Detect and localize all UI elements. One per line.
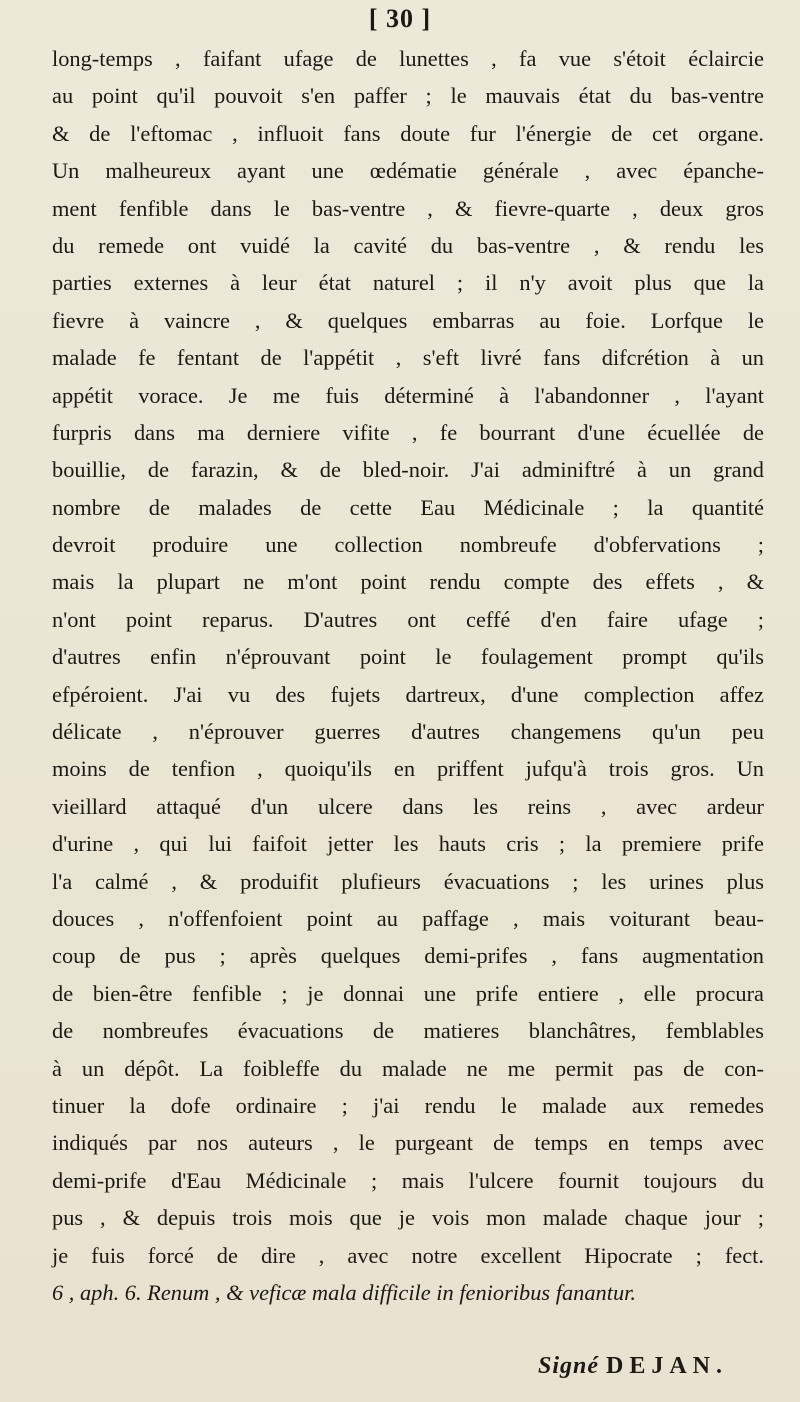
signature-label: Signé (537, 1353, 599, 1379)
text-line: Un malheureux ayant une œdématie générale , avec épanche- (52, 158, 764, 184)
text-line: d'autres enfin n'éprouvant point le foulagement prompt qu'ils (52, 644, 764, 670)
text-line: du remede ont vuidé la cavité du bas-ventre , & rendu les (52, 232, 764, 258)
text-line: devroit produire une collection nombreufe d'obfervations ; (52, 532, 764, 558)
text-line: demi-prife d'Eau Médicinale ; mais l'ulcere fournit toujours du (52, 1167, 764, 1193)
body-text (52, 40, 764, 1311)
text-line: & de l'eftomac , influoit fans doute fur l'énergie de cet organe. (52, 120, 764, 146)
text-line: moins de tenfion , quoiqu'ils en priffent jufqu'à trois gros. Un (52, 756, 764, 782)
text-line: fievre à vaincre , & quelques embarras au foie. Lorfque le (52, 307, 764, 333)
text-line: nombre de malades de cette Eau Médicinale ; la quantité (52, 494, 764, 520)
text-line: efpéroient. J'ai vu des fujets dartreux, d'une complection affez (52, 681, 764, 707)
text-line: de bien-être fenfible ; je donnai une prife entiere , elle procura (52, 980, 764, 1006)
text-line: à un dépôt. La foibleffe du malade ne me permit pas de con- (52, 1055, 764, 1081)
text-line: bouillie, de farazin, & de bled-noir. J'ai adminiftré à un grand (52, 457, 764, 483)
text-line: de nombreufes évacuations de matieres blanchâtres, femblables (52, 1018, 764, 1044)
text-line: ment fenfible dans le bas-ventre , & fievre-quarte , deux gros (52, 195, 764, 221)
text-line: long-temps , faifant ufage de lunettes , fa vue s'étoit éclaircie (52, 46, 764, 71)
text-line: je fuis forcé de dire , avec notre excellent Hipocrate ; fect. (52, 1242, 764, 1268)
text-line-latin-quote: 6 , aph. 6. Renum , & veficæ mala difficile in fenioribus fanantur. (52, 1279, 636, 1305)
text-line: au point qu'il pouvoit s'en paffer ; le mauvais état du bas-ventre (52, 83, 764, 109)
signature (538, 1353, 728, 1380)
text-line: vieillard attaqué d'un ulcere dans les reins , avec ardeur (52, 793, 764, 819)
text-line: pus , & depuis trois mois que je vois mon malade chaque jour ; (52, 1205, 764, 1231)
text-line: mais la plupart ne m'ont point rendu compte des effets , & (52, 569, 764, 595)
page-number: [ 30 ] (368, 4, 432, 33)
text-line: parties externes à leur état naturel ; il n'y avoit plus que la (52, 270, 764, 296)
text-line: douces , n'offenfoient point au paffage , mais voiturant beau- (52, 905, 764, 931)
text-line: tinuer la dofe ordinaire ; j'ai rendu le malade aux remedes (52, 1092, 764, 1118)
text-line: n'ont point reparus. D'autres ont ceffé d'en faire ufage ; (52, 606, 764, 632)
text-line: l'a calmé , & produifit plufieurs évacuations ; les urines plus (52, 868, 764, 894)
text-line: malade fe fentant de l'appétit , s'eft livré fans difcrétion à un (52, 345, 764, 371)
text-line: délicate , n'éprouver guerres d'autres changemens qu'un peu (52, 719, 764, 745)
text-line: furpris dans ma derniere vifite , fe bourrant d'une écuellée de (52, 419, 764, 445)
text-line: d'urine , qui lui faifoit jetter les hauts cris ; la premiere prife (52, 831, 764, 857)
text-line: coup de pus ; après quelques demi-prifes , fans augmentation (52, 943, 764, 969)
text-line: appétit vorace. Je me fuis déterminé à l'abandonner , l'ayant (52, 382, 764, 408)
text-line: indiqués par nos auteurs , le purgeant de temps en temps avec (52, 1130, 764, 1156)
signature-name: DEJAN. (605, 1353, 728, 1379)
